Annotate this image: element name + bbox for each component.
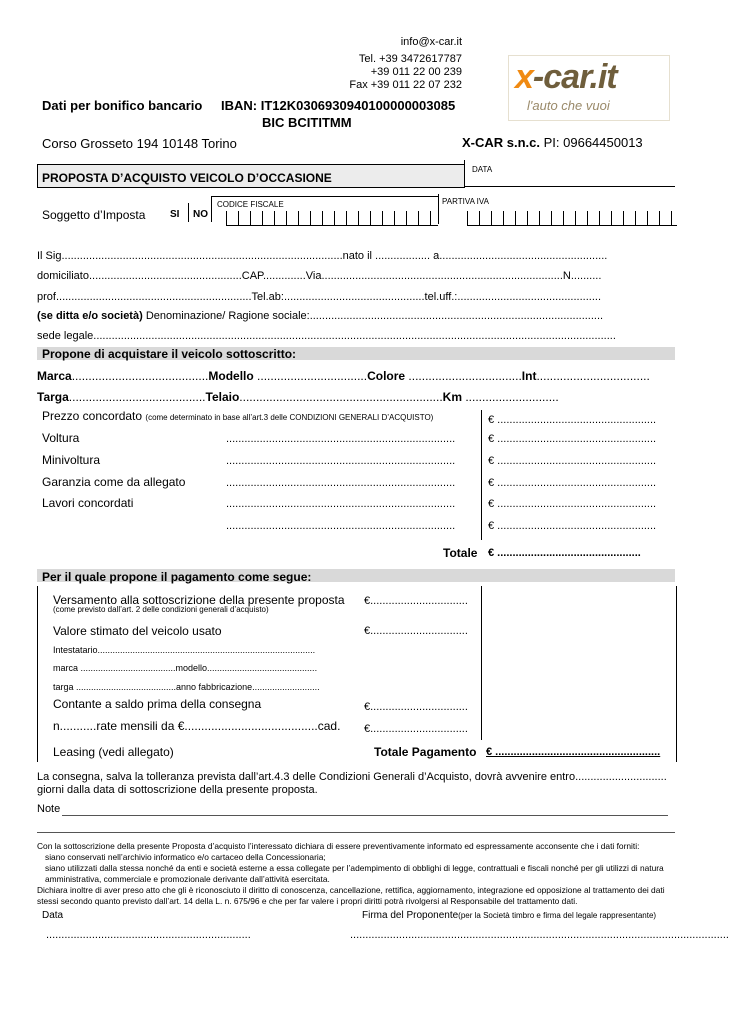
cost-lavori-dots: ........................................................................... <box>226 498 456 510</box>
soggetto-si[interactable]: SI <box>170 209 180 220</box>
totale-pagamento-label: Totale Pagamento <box>374 745 477 759</box>
line-prof[interactable]: prof................................................................Tel.ab:..............................................tel.uff.:............................................... <box>37 291 601 303</box>
bank-iban: IBAN: IT12K0306930940100000003085 <box>221 98 456 113</box>
no-divider <box>211 196 212 222</box>
targa-anno-line[interactable]: targa ........................................anno fabbricazione........................... <box>53 682 320 692</box>
legal-p2: siano conservati nell’archivio informatico e/o cartaceo della Concessionaria; <box>45 852 326 862</box>
line-sig[interactable]: Il Sig............................................................................................nato il .................. a....................................................... <box>37 250 608 262</box>
bank-label: Dati per bonifico bancario <box>42 98 203 113</box>
signature-firma-label: Firma del Proponente(per la Società timbro e firma del legale rappresentante) <box>362 910 657 921</box>
consegna-line1: La consegna, salva la tolleranza prevista dall’art.4.3 delle Condizioni Generali d’Acquisto, dovrà avvenire entro.............................. <box>37 771 667 783</box>
soggetto-box-top <box>211 196 438 197</box>
signature-data-label: Data <box>42 910 64 921</box>
line-sede[interactable]: sede legale........................................................................................................................................................................... <box>37 330 616 342</box>
cost-voltura-dots: ........................................................................... <box>226 433 456 445</box>
leasing-label: Leasing (vedi allegato) <box>53 745 174 759</box>
soggetto-no[interactable]: NO <box>193 209 208 220</box>
codice-fiscale-label: CODICE FISCALE <box>217 200 284 209</box>
cost-minivoltura-value[interactable]: € .................................................... <box>488 455 657 467</box>
cost-minivoltura-label: Minivoltura <box>42 453 101 467</box>
contact-email: info@x-car.it <box>400 36 462 48</box>
signature-firma-field[interactable]: ............................................................................................................................ <box>350 929 729 941</box>
valore-label: Valore stimato del veicolo usato <box>53 624 222 638</box>
si-no-divider <box>188 203 189 222</box>
data-box-left <box>464 160 465 187</box>
page-title: PROPOSTA D’ACQUISTO VEICOLO D’OCCASIONE <box>42 171 332 185</box>
rate-line[interactable]: n...........rate mensili da €........................................cad. <box>53 719 341 733</box>
versamento-note: (come previsto dall’art. 2 delle condizioni generali d’acquisto) <box>53 605 269 614</box>
bank-bic: BIC BCITITMM <box>262 115 352 130</box>
legal-p3: siano utilizzati dalla stessa nonché da enti e società esterne a essa collegate per l’adempimento di obblighi di legge, contrattuali e fiscali nonché per gli utilizzi di natura amministrativa, commerciale e promozionale derivante dall’attività esercitata. <box>45 863 664 884</box>
note-line-2[interactable] <box>37 832 675 833</box>
contact-tel2: +39 011 22 00 239 <box>370 66 462 78</box>
valore-value[interactable]: €................................ <box>364 625 468 637</box>
vehicle-row-1[interactable]: Marca.........................................Modello .................................Colore ..................................Int.................................. <box>37 369 650 383</box>
payment-header: Per il quale propone il pagamento come segue: <box>42 570 312 584</box>
cost-minivoltura-dots: ........................................................................... <box>226 455 456 467</box>
codice-fiscale-field[interactable] <box>226 211 438 226</box>
company-info: X-CAR s.n.c. PI: 09664450013 <box>462 135 643 150</box>
title-rule <box>464 186 675 187</box>
cost-prezzo-value[interactable]: € .................................................... <box>488 414 657 426</box>
xcar-logo: x-car.it l'auto che vuoi <box>508 55 670 121</box>
versamento-label: Versamento alla sottoscrizione della presente proposta <box>53 593 345 607</box>
data-label: DATA <box>472 165 493 174</box>
totale-value[interactable]: € ............................................... <box>488 547 641 559</box>
line-ditta[interactable]: (se ditta e/o società) Denominazione/ Ragione sociale:................................................................................................ <box>37 310 604 322</box>
signature-data-field[interactable]: ................................................................... <box>46 929 251 941</box>
contact-tel: Tel. +39 3472617787 <box>358 53 462 65</box>
versamento-value[interactable]: €................................ <box>364 595 468 607</box>
legal-p4: Dichiara inoltre di aver preso atto che gli è riconosciuto il diritto di conoscenza, cancellazione, rettifica, aggiornamento, integrazione ed opposizione al trattamento dei dati stessi secondo quanto previsto dall’art. 14 della L. n. 675/96 e che per far valere i propri diritti potrà rivolgersi al Responsabile del trattamento dati. <box>37 885 665 906</box>
cost-lavori-value[interactable]: € .................................................... <box>488 498 657 510</box>
contante-value[interactable]: €................................ <box>364 701 468 713</box>
line-domiciliato[interactable]: domiciliato..................................................CAP..............Via...............................................................................N.......... <box>37 270 602 282</box>
cost-divider <box>481 410 482 540</box>
company-address: Corso Grosseto 194 10148 Torino <box>42 136 237 151</box>
cost-voltura-value[interactable]: € .................................................... <box>488 433 657 445</box>
legal-text <box>37 841 675 907</box>
vehicle-row-2[interactable]: Targa.........................................Telaio.............................................................Km ............................ <box>37 390 559 404</box>
cost-lavori-label: Lavori concordati <box>42 496 134 510</box>
vehicle-header: Propone di acquistare il veicolo sottoscritto: <box>42 347 297 361</box>
note-label: Note <box>37 803 61 815</box>
consegna-line2: giorni dalla data di sottoscrizione della presente proposta. <box>37 784 318 796</box>
marca-modello-line[interactable]: marca ......................................modello............................................ <box>53 663 318 673</box>
payment-inner-divider <box>481 586 482 740</box>
totale-label: Totale <box>443 546 478 560</box>
partita-iva-label: PARTIVA IVA <box>442 197 489 206</box>
legal-p1: Con la sottoscrizione della presente Proposta d’acquisto l’interessato dichiara di essere preventivamente informato ed espressamente acconsente che i dati forniti: <box>37 841 640 851</box>
cost-garanzia-label: Garanzia come da allegato <box>42 475 186 489</box>
rate-value[interactable]: €................................ <box>364 723 468 735</box>
intestatario-line[interactable]: Intestatario....................................................................................... <box>53 645 316 655</box>
totale-pagamento-value[interactable]: € ...................................................... <box>486 746 661 758</box>
note-line-1[interactable] <box>62 815 668 816</box>
cost-extra-dots[interactable]: ........................................................................... <box>226 520 456 532</box>
cost-garanzia-value[interactable]: € .................................................... <box>488 477 657 489</box>
cost-voltura-label: Voltura <box>42 431 80 445</box>
logo-tagline: l'auto che vuoi <box>527 98 610 113</box>
piva-box-left <box>438 194 439 224</box>
contact-fax: Fax +39 011 22 07 232 <box>349 79 462 91</box>
partita-iva-field[interactable] <box>467 211 677 226</box>
soggetto-label: Soggetto d’Imposta <box>42 208 146 222</box>
contact-block <box>349 36 462 92</box>
cost-extra-value[interactable]: € .................................................... <box>488 520 657 532</box>
cost-garanzia-dots: ........................................................................... <box>226 477 456 489</box>
contante-label: Contante a saldo prima della consegna <box>53 697 262 711</box>
cost-prezzo-label: Prezzo concordato (come determinato in base all’art.3 delle CONDIZIONI GENERALI D’ACQUISTO) <box>42 409 434 423</box>
